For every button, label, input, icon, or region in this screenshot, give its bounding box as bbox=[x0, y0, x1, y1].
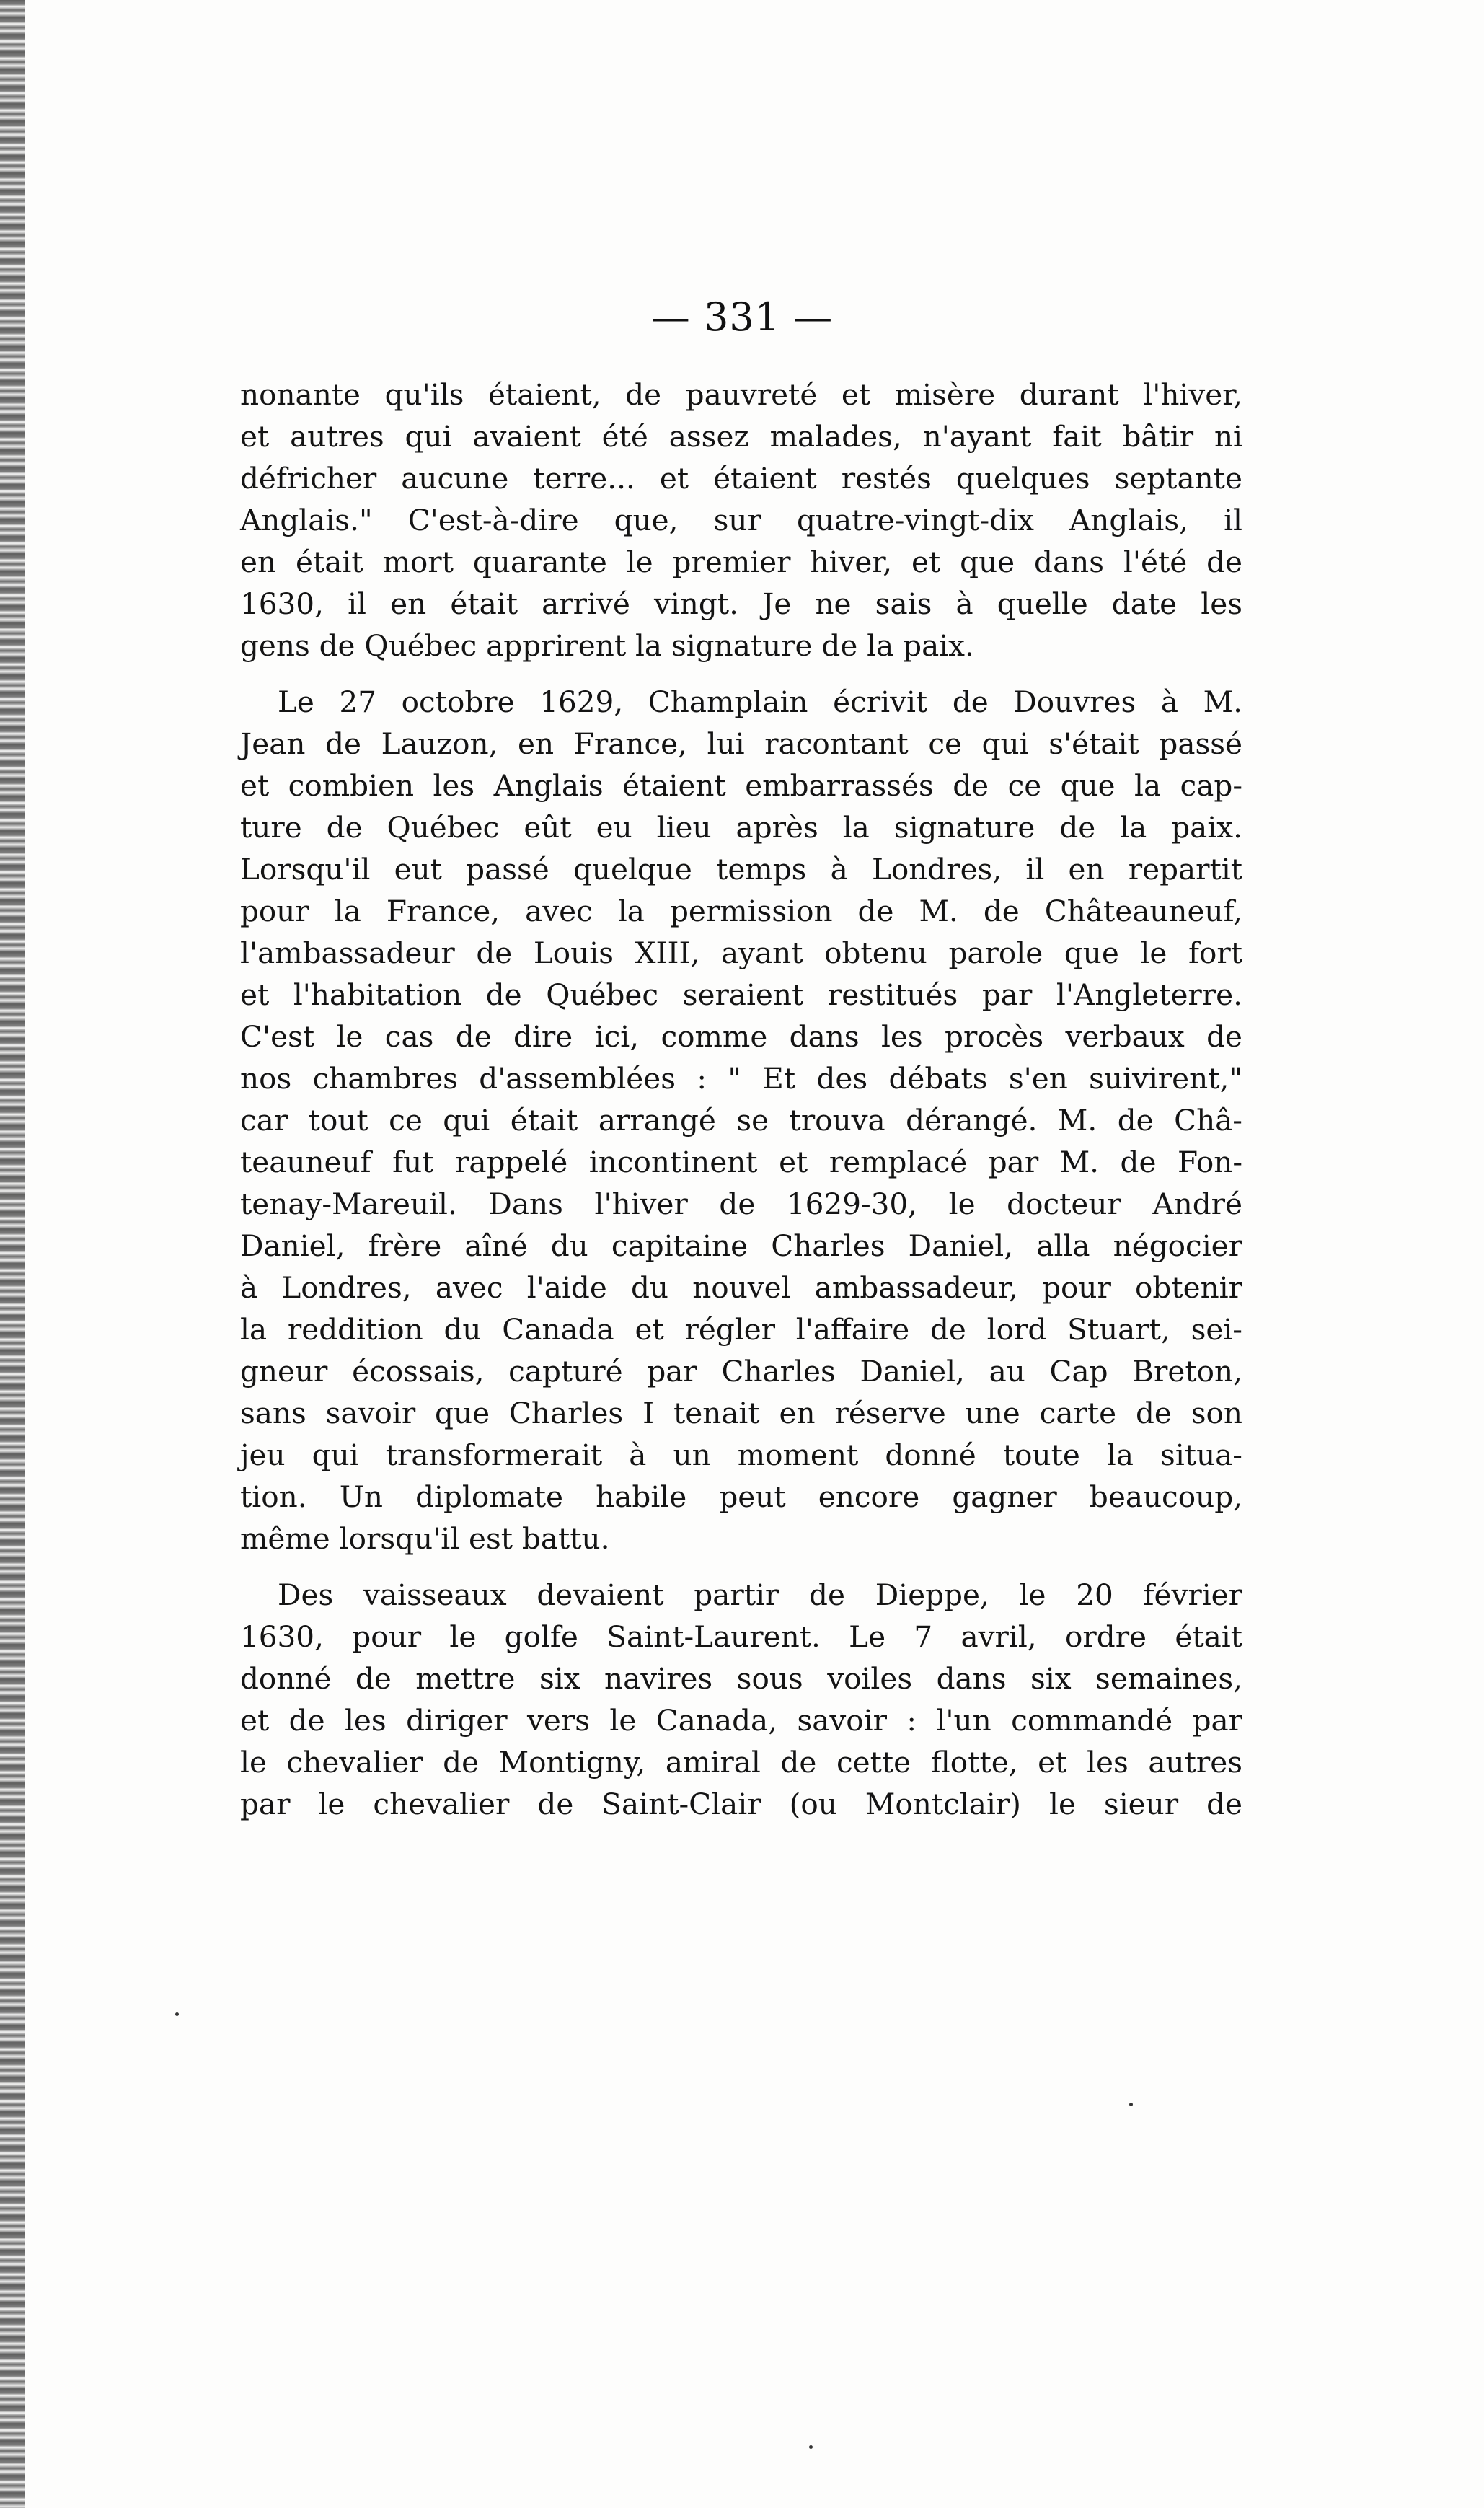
page-spine-edge bbox=[0, 0, 25, 2508]
paragraph-3 bbox=[240, 1574, 1242, 1825]
body-text bbox=[240, 374, 1242, 1839]
text-line: tenay-Mareuil. Dans l'hiver de 1629-30, le docteur André bbox=[240, 1187, 1242, 1221]
text-line: Le 27 octobre 1629, Champlain écrivit de Douvres à M. bbox=[278, 685, 1242, 719]
text-line: tion. Un diplomate habile peut encore gagner beaucoup, bbox=[240, 1479, 1242, 1514]
text-line: car tout ce qui était arrangé se trouva dérangé. M. de Châ- bbox=[240, 1103, 1242, 1138]
text-line: Anglais." C'est-à-dire que, sur quatre-vingt-dix Anglais, il bbox=[240, 503, 1242, 537]
text-line: ture de Québec eût eu lieu après la signature de la paix. bbox=[240, 810, 1242, 845]
text-line: par le chevalier de Saint-Clair (ou Montclair) le sieur de bbox=[240, 1787, 1242, 1821]
text-line: la reddition du Canada et régler l'affaire de lord Stuart, sei- bbox=[240, 1312, 1242, 1347]
text-line: Des vaisseaux devaient partir de Dieppe, le 20 février bbox=[278, 1578, 1242, 1612]
ink-speck bbox=[1129, 2103, 1133, 2106]
text-line: sans savoir que Charles I tenait en réserve une carte de son bbox=[240, 1396, 1242, 1430]
text-line: 1630, il en était arrivé vingt. Je ne sais à quelle date les bbox=[240, 586, 1242, 621]
text-line: nos chambres d'assemblées : " Et des débats s'en suivirent," bbox=[240, 1061, 1242, 1096]
text-line: l'ambassadeur de Louis XIII, ayant obtenu parole que le fort bbox=[240, 936, 1242, 970]
text-line: en était mort quarante le premier hiver, et que dans l'été de bbox=[240, 545, 1242, 579]
text-line: et autres qui avaient été assez malades, n'ayant fait bâtir ni bbox=[240, 419, 1242, 454]
text-line: gens de Québec apprirent la signature de la paix. bbox=[240, 628, 974, 663]
text-line: gneur écossais, capturé par Charles Daniel, au Cap Breton, bbox=[240, 1354, 1242, 1389]
ink-speck bbox=[175, 2012, 179, 2016]
text-line: 1630, pour le golfe Saint-Laurent. Le 7 avril, ordre était bbox=[240, 1619, 1242, 1654]
text-line: Jean de Lauzon, en France, lui racontant ce qui s'était passé bbox=[240, 726, 1242, 761]
text-line: le chevalier de Montigny, amiral de cette flotte, et les autres bbox=[240, 1745, 1242, 1779]
text-line: jeu qui transformerait à un moment donné toute la situa- bbox=[240, 1438, 1242, 1472]
paragraph-1 bbox=[240, 374, 1242, 666]
text-line: et combien les Anglais étaient embarrassés de ce que la cap- bbox=[240, 768, 1242, 803]
text-line: et de les diriger vers le Canada, savoir : l'un commandé par bbox=[240, 1703, 1242, 1738]
ink-speck bbox=[809, 2445, 813, 2449]
text-line: nonante qu'ils étaient, de pauvreté et misère durant l'hiver, bbox=[240, 377, 1242, 412]
text-line: Lorsqu'il eut passé quelque temps à Londres, il en repartit bbox=[240, 852, 1242, 886]
text-line: à Londres, avec l'aide du nouvel ambassadeur, pour obtenir bbox=[240, 1270, 1242, 1305]
text-line: même lorsqu'il est battu. bbox=[240, 1521, 610, 1556]
text-line: Daniel, frère aîné du capitaine Charles Daniel, alla négocier bbox=[240, 1228, 1242, 1263]
text-line: pour la France, avec la permission de M. de Châteauneuf, bbox=[240, 894, 1242, 928]
paragraph-2 bbox=[240, 681, 1242, 1559]
text-line: et l'habitation de Québec seraient restitués par l'Angleterre. bbox=[240, 977, 1242, 1012]
text-line: C'est le cas de dire ici, comme dans les procès verbaux de bbox=[240, 1019, 1242, 1054]
text-line: défricher aucune terre... et étaient restés quelques septante bbox=[240, 461, 1242, 496]
text-line: donné de mettre six navires sous voiles dans six semaines, bbox=[240, 1661, 1242, 1696]
page-number: — 331 — bbox=[650, 294, 834, 340]
text-line: teauneuf fut rappelé incontinent et remplacé par M. de Fon- bbox=[240, 1145, 1242, 1179]
